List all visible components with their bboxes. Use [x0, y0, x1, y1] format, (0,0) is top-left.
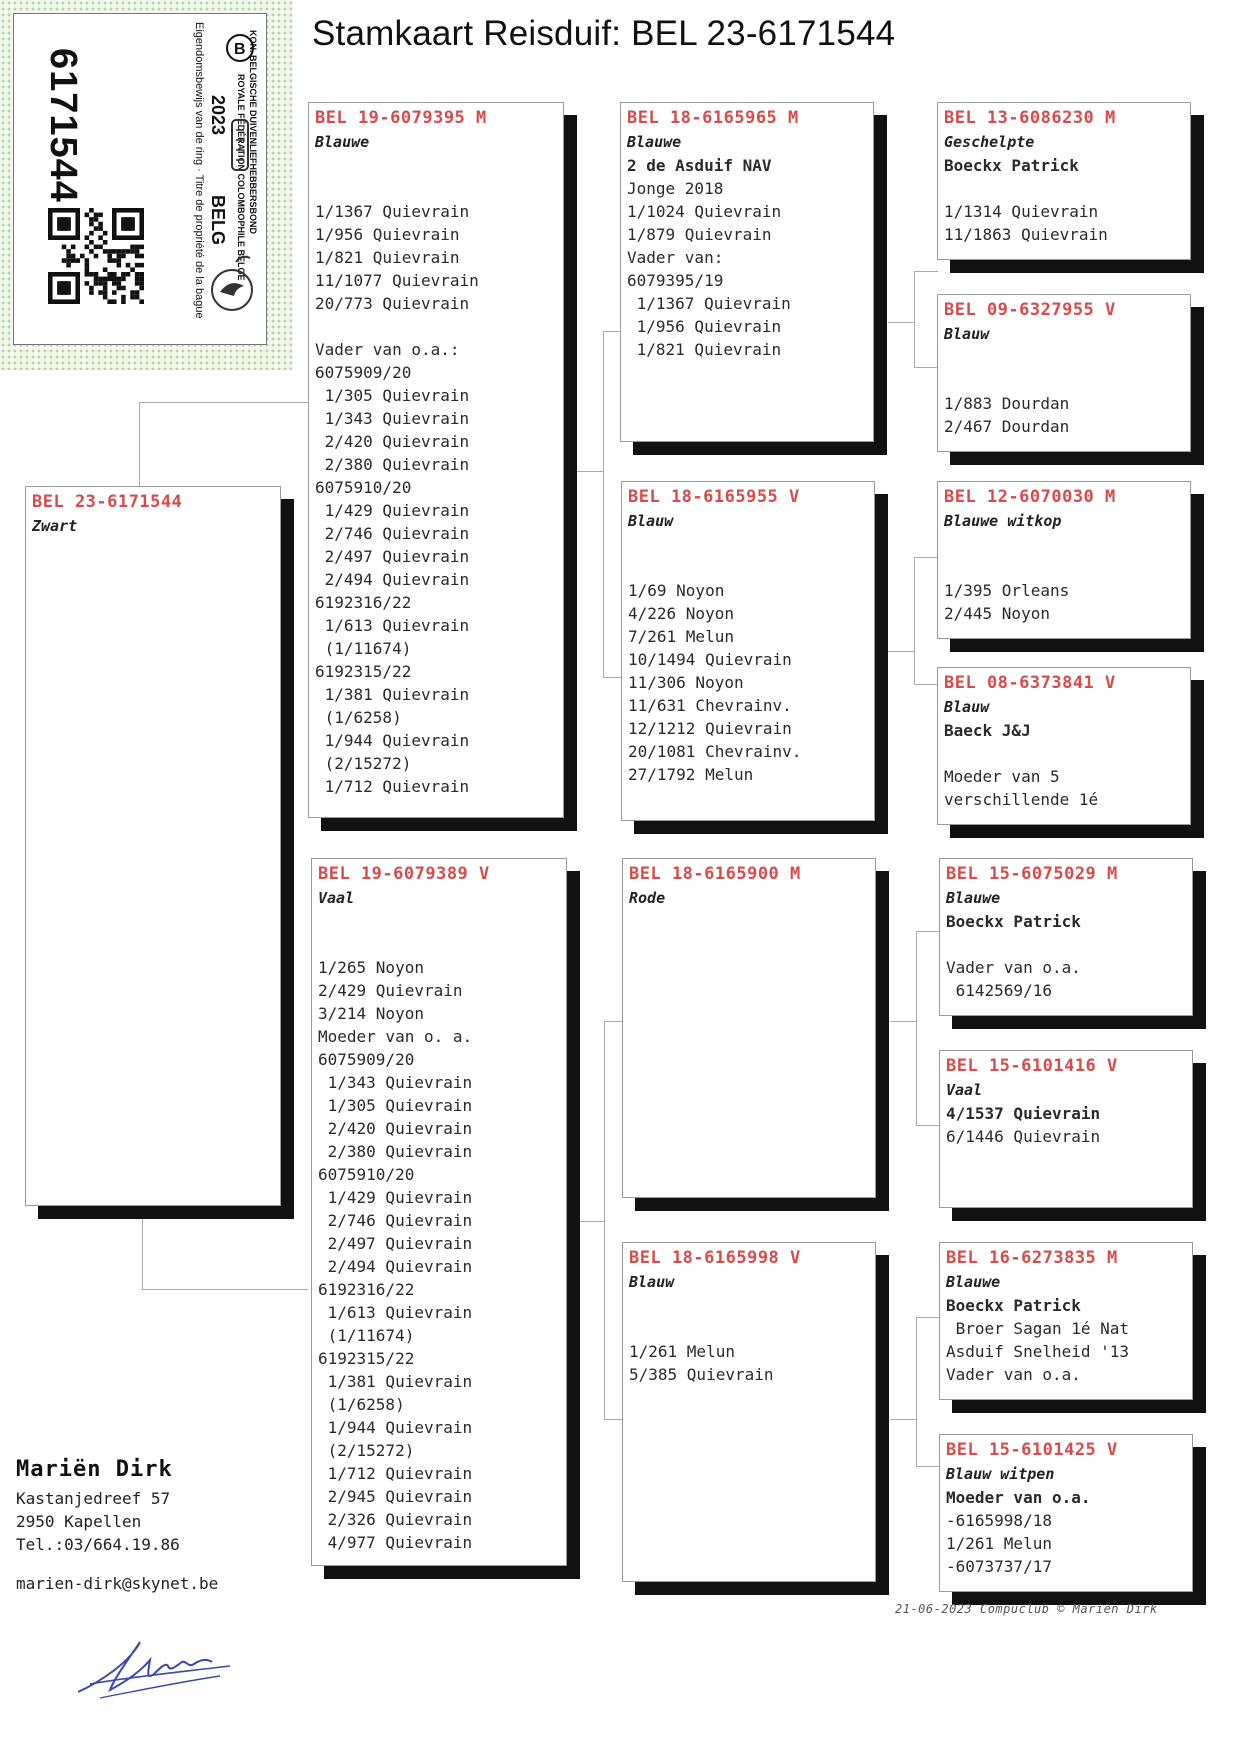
certificate-country: BELG: [208, 195, 228, 246]
pigeon-color: Blauw: [944, 698, 990, 716]
performance-line: 2/380 Quievrain: [318, 1142, 473, 1161]
performance-line: [944, 346, 1184, 369]
performance-line: 2/467 Dourdan: [944, 417, 1070, 436]
performance-line: 7/261 Melun: [628, 627, 734, 646]
footer-credit: 21-06-2023 Compuclub © Mariën Dirk: [895, 1602, 1158, 1616]
connector: [914, 557, 915, 684]
certificate-ring-number: 6171544: [42, 48, 84, 203]
performance-line: 1/261 Melun: [629, 1342, 735, 1361]
performance-line: 2/497 Quievrain: [318, 1234, 473, 1253]
performance-line: 6192315/22: [315, 662, 412, 681]
performance-line: 6192315/22: [318, 1349, 415, 1368]
performance-line: 2/494 Quievrain: [318, 1257, 473, 1276]
pigeon-color: Blauwe: [946, 889, 1001, 907]
performance-line: 2/746 Quievrain: [318, 1211, 473, 1230]
performance-line: 6075910/20: [315, 478, 412, 497]
performance-line: Vader van:: [627, 248, 724, 267]
ring-number: BEL 23-6171544: [32, 492, 183, 512]
ring-number: BEL 15-6075029 M: [946, 864, 1118, 884]
performance-line: 2/445 Noyon: [944, 604, 1050, 623]
performance-line: [629, 1294, 869, 1317]
pigeon-color: Geschelpte: [944, 133, 1035, 151]
performance-line: [628, 533, 868, 556]
performance-line: 1/879 Quievrain: [627, 225, 772, 244]
performance-line: (2/15272): [315, 754, 412, 773]
performance-line: 6075909/20: [315, 363, 412, 382]
performance-line: 6192316/22: [315, 593, 412, 612]
connector: [916, 1466, 940, 1467]
performance-line: 1/381 Quievrain: [318, 1372, 473, 1391]
connector: [890, 1419, 916, 1420]
connector: [916, 931, 940, 932]
performance-line: 12/1212 Quievrain: [628, 719, 792, 738]
ring-number: BEL 19-6079389 V: [318, 864, 490, 884]
performance-line: 10/1494 Quievrain: [628, 650, 792, 669]
logo-letter: B: [234, 41, 246, 58]
pigeon-card-gg-6: [939, 1050, 1193, 1208]
performance-list: [944, 533, 1184, 625]
performance-line: [315, 177, 557, 200]
performance-line: 6192316/22: [318, 1280, 415, 1299]
performance-line: 2/380 Quievrain: [315, 455, 470, 474]
page-title: Stamkaart Reisduif: BEL 23-6171544: [312, 14, 896, 53]
performance-line: 6075910/20: [318, 1165, 415, 1184]
connector: [914, 271, 915, 367]
certificate-year: 2023: [208, 95, 228, 136]
connector: [914, 557, 938, 558]
performance-line: 11/1863 Quievrain: [944, 225, 1108, 244]
federation-logo-icon: [220, 28, 260, 68]
connector: [139, 402, 308, 403]
performance-line: (1/6258): [318, 1395, 405, 1414]
performance-line: 3/214 Noyon: [318, 1004, 424, 1023]
pigeon-color: Blauwe: [627, 133, 682, 151]
performance-line: 1/265 Noyon: [318, 958, 424, 977]
pigeon-color: Blauw witpen: [946, 1465, 1055, 1483]
performance-line: 1/613 Quievrain: [315, 616, 470, 635]
performance-list: [944, 719, 1184, 811]
performance-line: (2/15272): [318, 1441, 415, 1460]
performance-line: 1/429 Quievrain: [315, 501, 470, 520]
certificate-ownership-text: Eigendomsbewijs van de ring · Titre de propriété de la bague: [193, 22, 205, 319]
pigeon-card-gg-7: [939, 1242, 1193, 1400]
performance-line: 20/773 Quievrain: [315, 294, 470, 313]
performance-line: 1/613 Quievrain: [318, 1303, 473, 1322]
pigeon-color: Rode: [629, 889, 666, 907]
connector: [916, 931, 917, 1125]
performance-line: 2/326 Quievrain: [318, 1510, 473, 1529]
pigeon-color: Blauw: [944, 325, 990, 343]
ring-number: BEL 18-6165900 M: [629, 864, 801, 884]
performance-line: 11/306 Noyon: [628, 673, 744, 692]
owner-name: Mariën Dirk: [16, 1457, 173, 1482]
performance-line: 1/1024 Quievrain: [627, 202, 782, 221]
performance-line: Vader van o.a.: [946, 958, 1081, 977]
owner-block: [16, 1458, 218, 1595]
performance-list: [946, 910, 1186, 1002]
performance-line: 6142569/16: [946, 981, 1052, 1000]
connector: [914, 367, 938, 368]
pigeon-card-gg-1: [937, 102, 1191, 260]
owner-city: 2950 Kapellen: [16, 1512, 142, 1531]
connector: [914, 684, 938, 685]
performance-line: [944, 533, 1184, 556]
performance-list: [627, 154, 867, 361]
performance-line: 4/1537 Quievrain: [946, 1104, 1101, 1123]
connector: [916, 1317, 940, 1318]
certificate-federation-nl: KON. BELGISCHE DUIVENLIEFHEBBERSBOND: [248, 30, 258, 235]
crown-icon: [226, 110, 256, 180]
pigeon-card-gg-3: [937, 481, 1191, 639]
performance-list: [315, 154, 557, 798]
owner-email: marien-dirk@skynet.be: [16, 1574, 219, 1593]
connector: [576, 471, 603, 472]
performance-line: 6079395/19: [627, 271, 724, 290]
performance-line: 2/494 Quievrain: [315, 570, 470, 589]
performance-line: 1/343 Quievrain: [315, 409, 470, 428]
performance-list: [946, 1294, 1186, 1386]
performance-line: (1/6258): [315, 708, 402, 727]
performance-line: 11/1077 Quievrain: [315, 271, 479, 290]
performance-line: 1/305 Quievrain: [315, 386, 470, 405]
performance-line: 11/631 Chevrainv.: [628, 696, 792, 715]
performance-line: 1/821 Quievrain: [627, 340, 782, 359]
pigeon-card-dam: [311, 858, 567, 1566]
performance-line: 1/821 Quievrain: [315, 248, 460, 267]
performance-list: [944, 154, 1184, 246]
performance-line: [946, 933, 1186, 956]
performance-line: 20/1081 Chevrainv.: [628, 742, 802, 761]
performance-line: -6165998/18: [946, 1511, 1052, 1530]
performance-line: Boeckx Patrick: [946, 1296, 1081, 1315]
ring-number: BEL 19-6079395 M: [315, 108, 487, 128]
signature: [70, 1632, 240, 1702]
connector: [916, 1125, 940, 1126]
pigeon-card-subject: [25, 486, 281, 1206]
connector: [914, 271, 938, 272]
pigeon-color: Blauw: [628, 512, 674, 530]
performance-line: 1/1314 Quievrain: [944, 202, 1099, 221]
performance-line: [318, 933, 560, 956]
ring-number: BEL 15-6101425 V: [946, 1440, 1118, 1460]
pigeon-card-gg-5: [939, 858, 1193, 1016]
pigeon-color: Blauwe witkop: [944, 512, 1062, 530]
connector: [603, 677, 621, 678]
performance-list: [944, 346, 1184, 438]
connector: [139, 402, 140, 486]
qr-code: [48, 208, 144, 304]
connector: [916, 1317, 917, 1466]
performance-line: Moeder van o.a.: [946, 1488, 1091, 1507]
performance-line: 1/395 Orleans: [944, 581, 1070, 600]
pigeon-color: Blauwe: [946, 1273, 1001, 1291]
performance-line: 1/944 Quievrain: [318, 1418, 473, 1437]
owner-street: Kastanjedreef 57: [16, 1489, 171, 1508]
connector: [142, 1289, 308, 1290]
certificate-federation-fr: ROYALE FÉDÉRATION COLOMBOPHILE BELGE: [236, 74, 246, 281]
performance-line: Moeder van 5: [944, 767, 1060, 786]
performance-line: 2 de Asduif NAV: [627, 156, 772, 175]
ring-number: BEL 18-6165998 V: [629, 1248, 801, 1268]
performance-line: Vader van o.a.: [946, 1365, 1081, 1384]
ring-number: BEL 08-6373841 V: [944, 673, 1116, 693]
connector: [142, 1205, 143, 1289]
pigeon-color: Blauwe: [315, 133, 370, 151]
pigeon-card-gg-4: [937, 667, 1191, 825]
performance-line: -6073737/17: [946, 1557, 1052, 1576]
performance-list: [318, 910, 560, 1554]
performance-line: Asduif Snelheid '13: [946, 1342, 1130, 1361]
pigeon-color: Vaal: [318, 889, 355, 907]
performance-line: 1/381 Quievrain: [315, 685, 470, 704]
performance-line: Baeck J&J: [944, 721, 1031, 740]
performance-line: verschillende 1é: [944, 790, 1099, 809]
performance-line: 2/497 Quievrain: [315, 547, 470, 566]
performance-line: Jonge 2018: [627, 179, 724, 198]
performance-line: 27/1792 Melun: [628, 765, 754, 784]
ring-certificate: [0, 0, 292, 370]
pigeon-card-gg-8: [939, 1434, 1193, 1592]
performance-line: Vader van o.a.:: [315, 340, 460, 359]
dove-emblem-icon: [206, 248, 262, 332]
ring-number: BEL 18-6165965 M: [627, 108, 799, 128]
pigeon-color: Vaal: [946, 1081, 983, 1099]
performance-line: [629, 1317, 869, 1340]
performance-line: [315, 154, 557, 177]
performance-line: 1/944 Quievrain: [315, 731, 470, 750]
connector: [888, 651, 914, 652]
connector: [890, 1021, 916, 1022]
ring-number: BEL 13-6086230 M: [944, 108, 1116, 128]
performance-line: 1/956 Quievrain: [315, 225, 460, 244]
performance-line: 1/956 Quievrain: [627, 317, 782, 336]
performance-line: [315, 315, 557, 338]
performance-line: 5/385 Quievrain: [629, 1365, 774, 1384]
performance-line: 1/712 Quievrain: [315, 777, 470, 796]
performance-line: Moeder van o. a.: [318, 1027, 473, 1046]
performance-line: 4/977 Quievrain: [318, 1533, 473, 1552]
performance-line: 6075909/20: [318, 1050, 415, 1069]
pigeon-card-dam-dam: [622, 1242, 876, 1582]
performance-line: (1/11674): [315, 639, 412, 658]
performance-list: [946, 1486, 1186, 1578]
pigeon-color: Zwart: [32, 517, 78, 535]
performance-line: (1/11674): [318, 1326, 415, 1345]
ring-number: BEL 18-6165955 V: [628, 487, 800, 507]
connector: [604, 1021, 605, 1419]
ring-number: BEL 16-6273835 M: [946, 1248, 1118, 1268]
connector: [576, 1221, 604, 1222]
performance-line: Boeckx Patrick: [944, 156, 1079, 175]
pigeon-card-sire-dam: [621, 481, 875, 821]
connector: [603, 331, 604, 677]
performance-line: 1/305 Quievrain: [318, 1096, 473, 1115]
connector: [603, 331, 621, 332]
performance-line: 1/343 Quievrain: [318, 1073, 473, 1092]
performance-line: 1/261 Melun: [946, 1534, 1052, 1553]
performance-line: [628, 556, 868, 579]
performance-line: [944, 369, 1184, 392]
performance-line: 2/945 Quievrain: [318, 1487, 473, 1506]
performance-line: 2/746 Quievrain: [315, 524, 470, 543]
performance-line: 1/883 Dourdan: [944, 394, 1070, 413]
ring-number: BEL 15-6101416 V: [946, 1056, 1118, 1076]
performance-list: [629, 1294, 869, 1386]
performance-line: Broer Sagan 1é Nat: [946, 1319, 1130, 1338]
performance-line: 2/429 Quievrain: [318, 981, 463, 1000]
pigeon-card-dam-sire: [622, 858, 876, 1198]
performance-line: 2/420 Quievrain: [315, 432, 470, 451]
owner-phone: Tel.:03/664.19.86: [16, 1535, 180, 1554]
pigeon-card-gg-2: [937, 294, 1191, 452]
pigeon-card-sire: [308, 102, 564, 818]
performance-line: 1/69 Noyon: [628, 581, 725, 600]
performance-line: 4/226 Noyon: [628, 604, 734, 623]
performance-line: 1/1367 Quievrain: [315, 202, 470, 221]
connector: [888, 322, 914, 323]
performance-list: [628, 533, 868, 786]
performance-line: [944, 742, 1184, 765]
performance-line: [944, 556, 1184, 579]
performance-line: [318, 910, 560, 933]
ring-number: BEL 09-6327955 V: [944, 300, 1116, 320]
performance-line: 1/429 Quievrain: [318, 1188, 473, 1207]
ring-number: BEL 12-6070030 M: [944, 487, 1116, 507]
connector: [604, 1419, 622, 1420]
performance-line: Boeckx Patrick: [946, 912, 1081, 931]
performance-line: 2/420 Quievrain: [318, 1119, 473, 1138]
pigeon-color: Blauw: [629, 1273, 675, 1291]
connector: [604, 1021, 622, 1022]
pigeon-card-sire-sire: [620, 102, 874, 442]
performance-list: [946, 1102, 1186, 1148]
performance-line: 1/1367 Quievrain: [627, 294, 791, 313]
performance-line: [944, 177, 1184, 200]
performance-line: 1/712 Quievrain: [318, 1464, 473, 1483]
performance-line: 6/1446 Quievrain: [946, 1127, 1101, 1146]
